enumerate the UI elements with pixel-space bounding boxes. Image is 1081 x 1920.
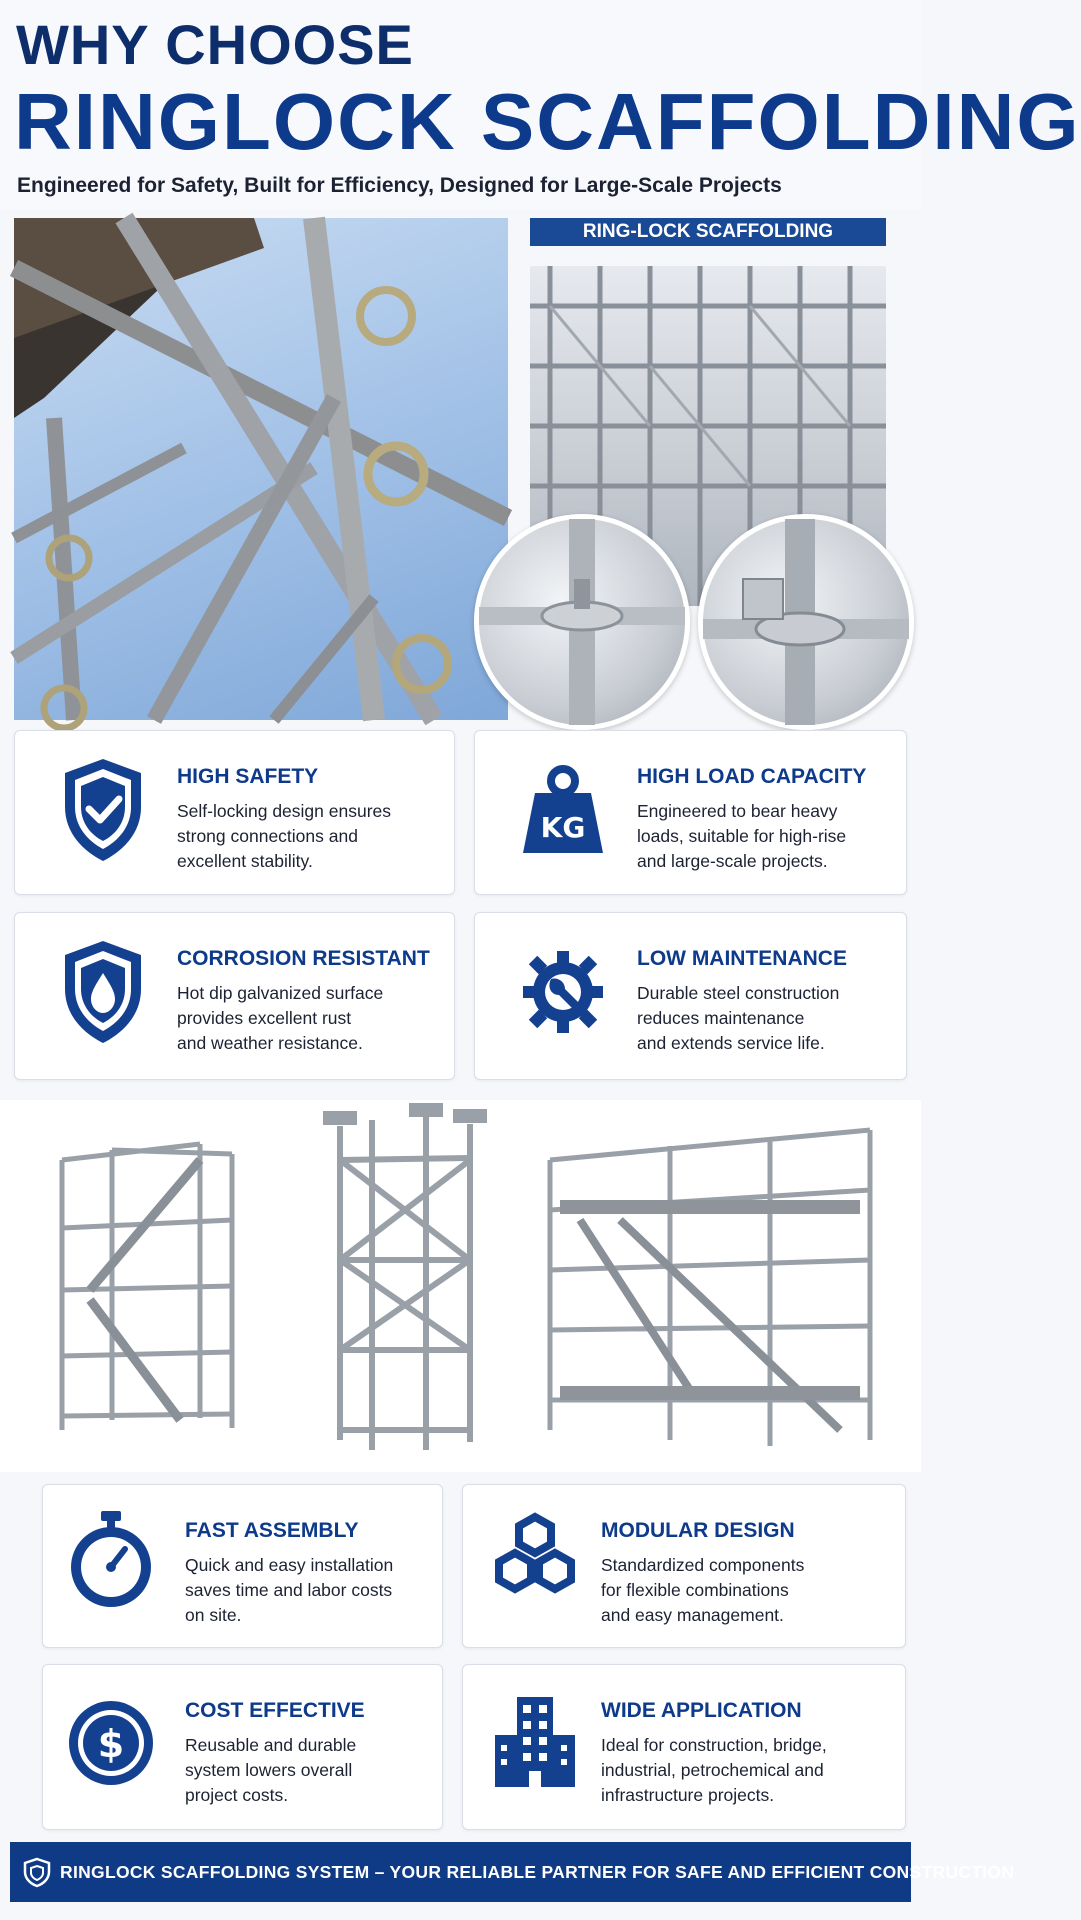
ringlock-scaffolding-label: RING-LOCK SCAFFOLDING [530,218,886,246]
feature-card-cost-effective [42,1664,443,1830]
shield-drop-icon [57,937,149,1047]
feature-title: HIGH LOAD CAPACITY [637,765,867,788]
feature-title: MODULAR DESIGN [601,1519,795,1542]
feature-title: COST EFFECTIVE [185,1699,365,1722]
svg-text:KG: KG [540,811,586,844]
shield-check-icon [57,755,149,865]
stopwatch-icon [65,1505,157,1615]
wedge-lock-detail-photo [698,514,914,730]
stair-tower-image [62,1144,232,1430]
title-line-1: WHY CHOOSE [16,13,414,76]
feature-description: Self-locking design ensures strong connections and excellent stability. [177,801,392,871]
hexagons-icon [489,1509,581,1619]
kg-weight-icon [517,755,609,865]
gear-wrench-icon [517,937,609,1047]
scaffolding-tower-illustrations [0,1100,921,1472]
feature-title: CORROSION RESISTANT [177,947,430,970]
feature-description: Durable steel construction reduces maintenance and extends service life. [637,983,840,1053]
subtitle: Engineered for Safety, Built for Efficiency, Designed for Large-Scale Projects [17,174,782,197]
feature-card-fast-assembly [42,1484,443,1648]
feature-title: FAST ASSEMBLY [185,1519,359,1542]
feature-description: Engineered to bear heavy loads, suitable for high-rise and large-scale projects. [637,801,847,871]
feature-description: Quick and easy installation saves time and labor costs on site. [185,1555,394,1625]
feature-description: Reusable and durable system lowers overall project costs. [185,1735,357,1805]
title-line-2: RINGLOCK SCAFFOLDING [14,77,1081,166]
feature-card-corrosion-resistant [14,912,455,1080]
scaffolding-products-band [0,1100,921,1472]
feature-card-low-maintenance [474,912,907,1080]
ringlock-closeup-photo [14,218,508,720]
feature-card-modular-design [462,1484,906,1648]
feature-title: HIGH SAFETY [177,765,319,788]
feature-card-high-load-capacity [474,730,907,895]
feature-card-wide-application [462,1664,906,1830]
feature-description: Hot dip galvanized surface provides excellent rust and weather resistance. [177,983,384,1053]
feature-title: LOW MAINTENANCE [637,947,847,970]
feature-description: Standardized components for flexible combinations and easy management. [601,1555,805,1625]
building-icon [489,1689,581,1799]
rosette-joint-detail-photo [474,514,690,730]
shoring-tower-image [326,1106,484,1450]
feature-title: WIDE APPLICATION [601,1699,802,1722]
svg-text:$: $ [97,1722,125,1766]
feature-card-high-safety [14,730,455,895]
footer-banner [10,1842,1015,1902]
feature-description: Ideal for construction, bridge, industrial, petrochemical and infrastructure projects. [601,1735,827,1805]
footer-slogan: RINGLOCK SCAFFOLDING SYSTEM – YOUR RELIABLE PARTNER FOR SAFE AND EFFICIENT CONSTRUCTION [60,1862,1015,1882]
header [0,0,1081,210]
dollar-coin-icon [65,1689,157,1799]
shield-logo-icon [22,1857,52,1887]
